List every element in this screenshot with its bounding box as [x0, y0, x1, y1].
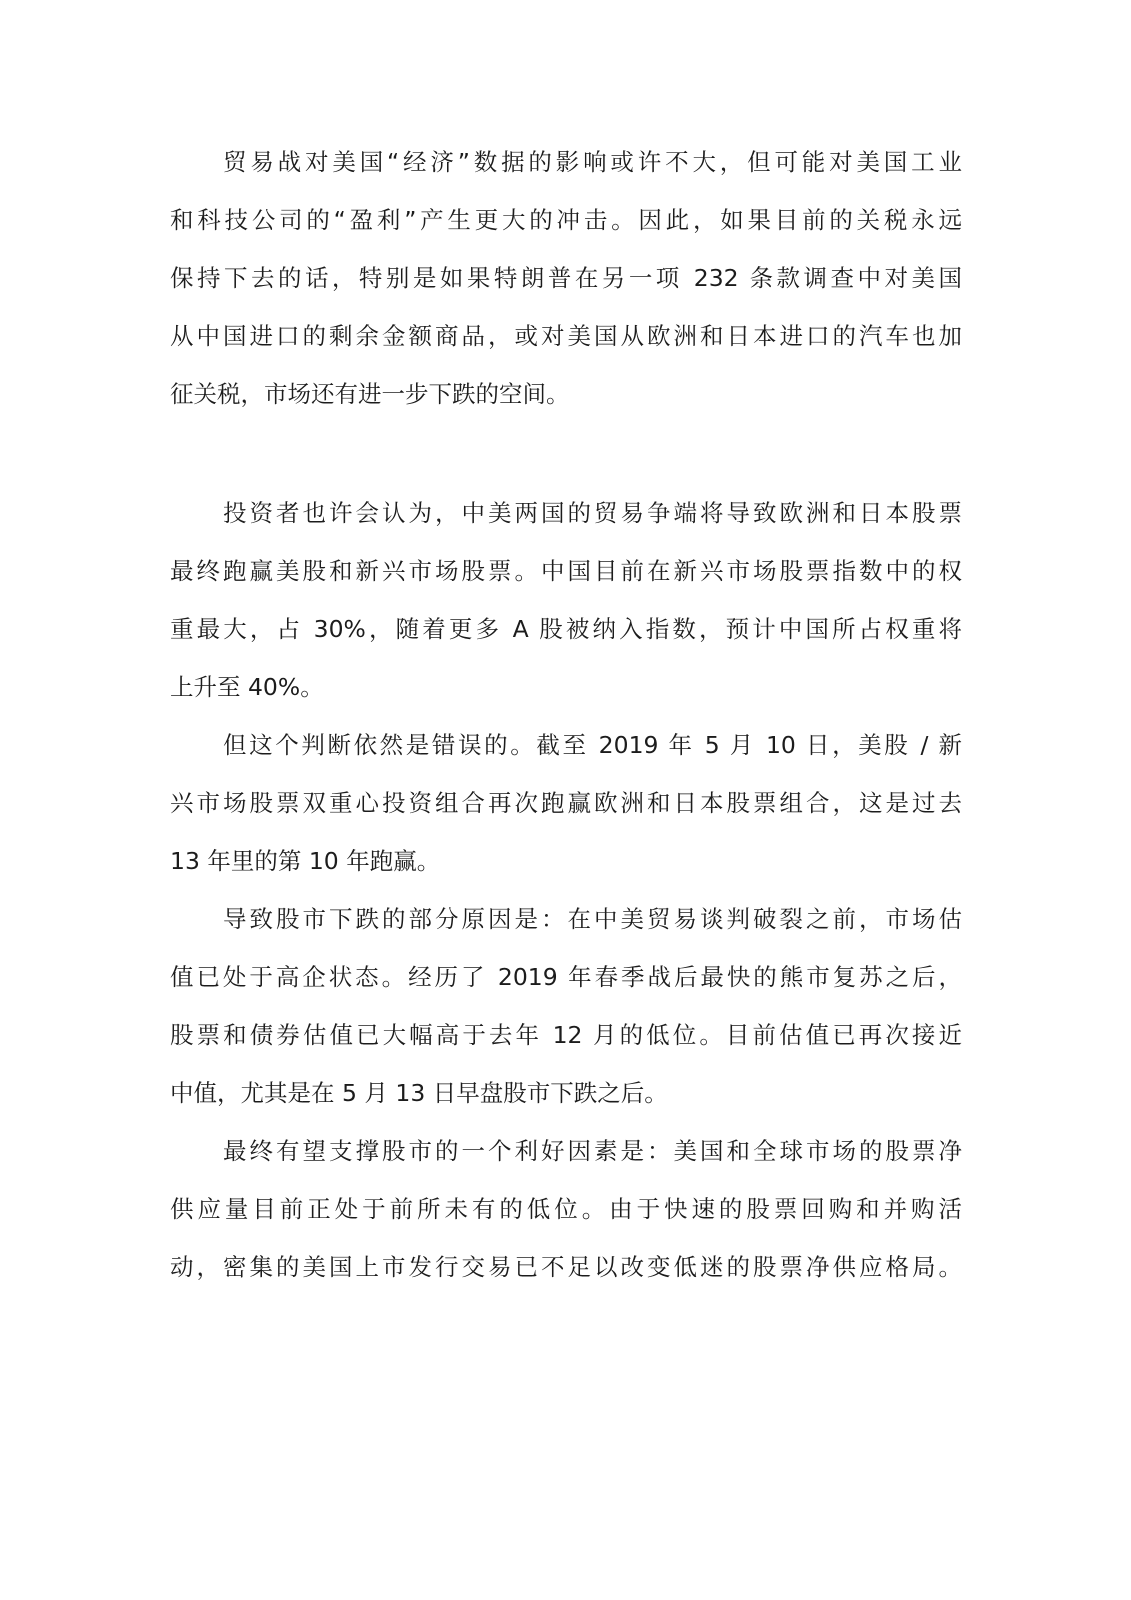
paragraph-4-line-3: 股票和债券估值已大幅高于去年 12 月的低位。目前估值已再次接近 [170, 1021, 962, 1049]
paragraph-1-line-3: 保持下去的话，特别是如果特朗普在另一项 232 条款调查中对美国 [170, 264, 962, 292]
paragraph-5-line-3: 动，密集的美国上市发行交易已不足以改变低迷的股票净供应格局。 [170, 1253, 962, 1281]
paragraph-2-line-2: 最终跑赢美股和新兴市场股票。中国目前在新兴市场股票指数中的权 [170, 557, 962, 585]
paragraph-4-line-1: 导致股市下跌的部分原因是：在中美贸易谈判破裂之前，市场估 [223, 905, 962, 933]
paragraph-3-line-2: 兴市场股票双重心投资组合再次跑赢欧洲和日本股票组合，这是过去 [170, 789, 962, 817]
paragraph-3-line-3: 13 年里的第 10 年跑赢。 [170, 847, 441, 875]
paragraph-1-line-4: 从中国进口的剩余金额商品，或对美国从欧洲和日本进口的汽车也加 [170, 322, 962, 350]
paragraph-1-line-1: 贸易战对美国“经济”数据的影响或许不大，但可能对美国工业 [223, 148, 962, 176]
paragraph-1-line-5: 征关税，市场还有进一步下跌的空间。 [170, 380, 570, 408]
paragraph-3-line-1: 但这个判断依然是错误的。截至 2019 年 5 月 10 日，美股 / 新 [223, 731, 962, 759]
paragraph-5-line-1: 最终有望支撑股市的一个利好因素是：美国和全球市场的股票净 [223, 1137, 962, 1165]
paragraph-1-line-2: 和科技公司的“盈利”产生更大的冲击。因此，如果目前的关税永远 [170, 206, 962, 234]
paragraph-4-line-2: 值已处于高企状态。经历了 2019 年春季战后最快的熊市复苏之后， [170, 963, 962, 991]
paragraph-2-line-4: 上升至 40%。 [170, 673, 324, 701]
paragraph-4-line-4: 中值，尤其是在 5 月 13 日早盘股市下跌之后。 [170, 1079, 668, 1107]
paragraph-5-line-2: 供应量目前正处于前所未有的低位。由于快速的股票回购和并购活 [170, 1195, 962, 1223]
paragraph-2-line-1: 投资者也许会认为，中美两国的贸易争端将导致欧洲和日本股票 [223, 499, 962, 527]
paragraph-2-line-3: 重最大，占 30%，随着更多 A 股被纳入指数，预计中国所占权重将 [170, 615, 962, 643]
